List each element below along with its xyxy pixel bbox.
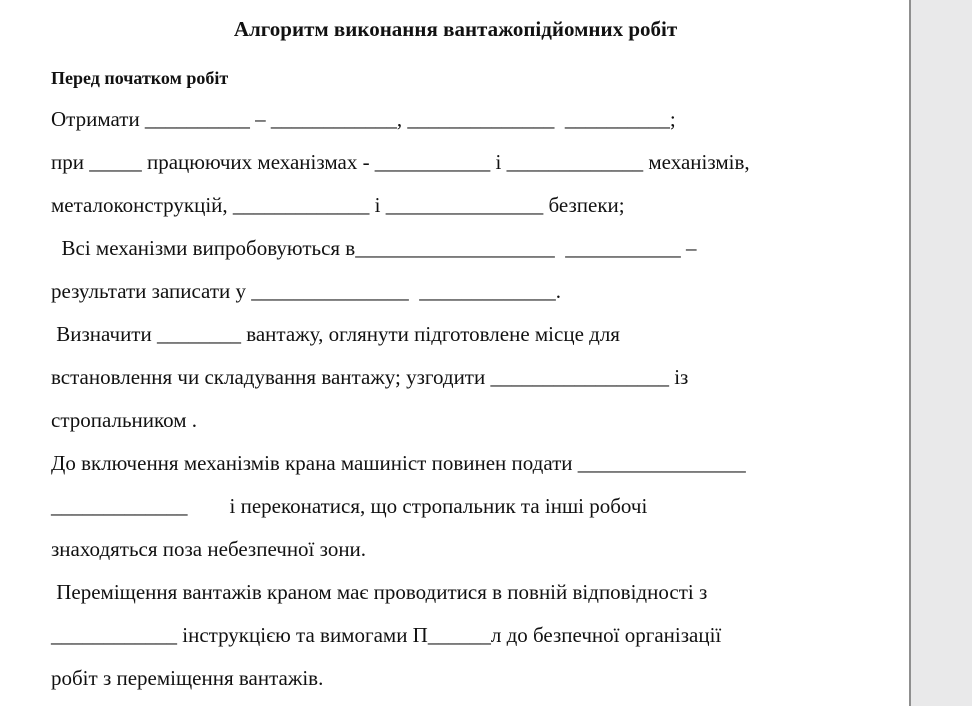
- text-line: _____________ і переконатися, що стропальник та інші робочі: [51, 494, 648, 518]
- text-line: робіт з переміщення вантажів.: [51, 666, 324, 690]
- text-line: знаходяться поза небезпечної зони.: [51, 537, 367, 561]
- text-line: Отримати __________ – ____________, ______________ __________;: [51, 107, 676, 131]
- section-heading: Перед початком робіт: [51, 68, 229, 88]
- text-line: металоконструкцій, _____________ і _______________ безпеки;: [51, 193, 625, 217]
- text-line: Визначити ________ вантажу, оглянути підготовлене місце для: [51, 322, 620, 346]
- text-line: ____________ інструкцією та вимогами П______л до безпечної організації: [51, 623, 722, 647]
- viewer-scroll-area[interactable]: [913, 0, 972, 706]
- text-line: До включення механізмів крана машиніст повинен подати ________________: [51, 451, 746, 475]
- text-line: Всі механізми випробовуються в___________________ ___________ –: [51, 236, 697, 260]
- text-line: результати записати у _______________ _____________.: [51, 279, 561, 303]
- text-line: стропальником .: [51, 408, 198, 432]
- document-title: Алгоритм виконання вантажопідйомних робіт: [233, 17, 678, 41]
- text-line: встановлення чи складування вантажу; узгодити _________________ із: [51, 365, 689, 389]
- text-line: при _____ працюючих механізмах - ___________ і _____________ механізмів,: [51, 150, 750, 174]
- text-line: Переміщення вантажів краном має проводитися в повній відповідності з: [51, 580, 708, 604]
